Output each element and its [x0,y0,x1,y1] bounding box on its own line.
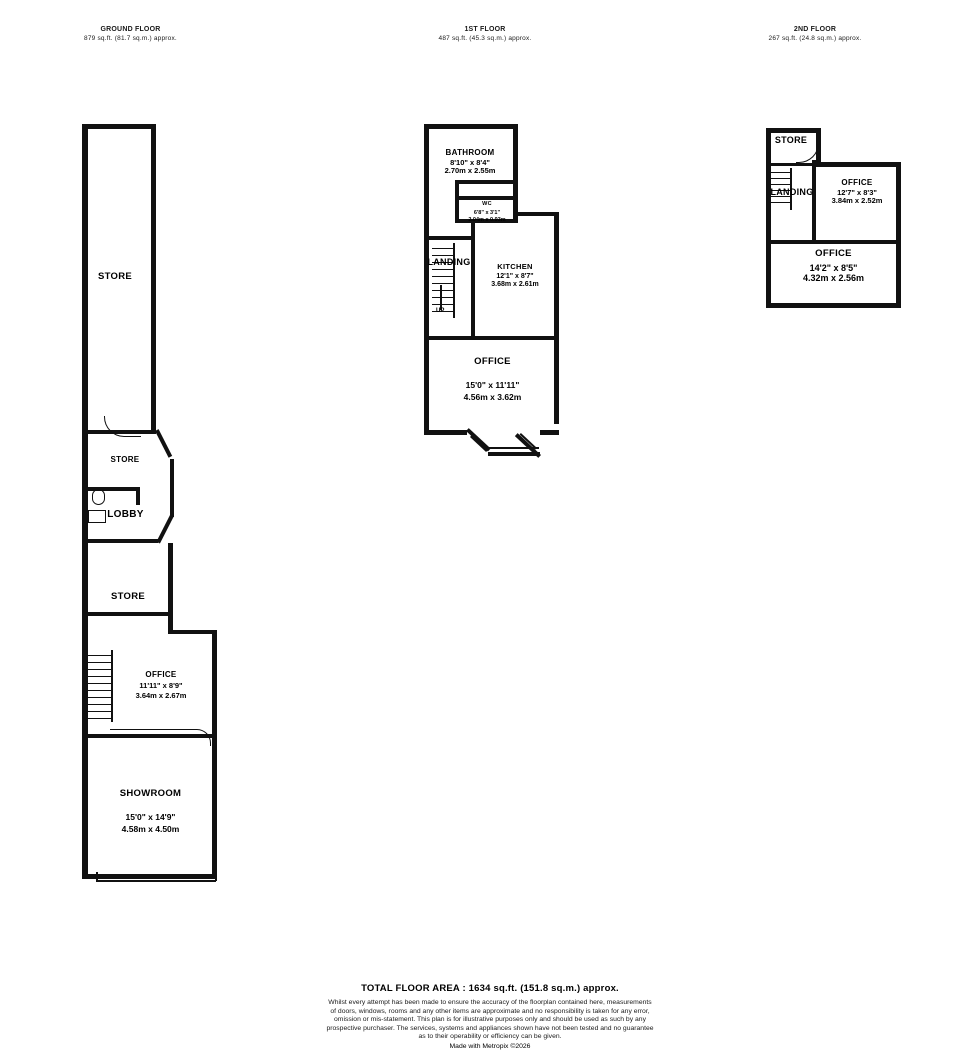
room-label-landing-second: LANDING [770,187,814,197]
disclaimer [0,999,980,1042]
room-label-office-second-b: OFFICE 14'2" x 8'5" 4.32m x 2.56m [802,248,865,283]
total-floor-area: TOTAL FLOOR AREA : 1634 sq.ft. (151.8 sq.m.) approx. [361,983,619,994]
room-label-ground-store-3: STORE [110,591,146,602]
room-label-ground-showroom: SHOWROOM 15'0" x 14'9" 4.58m x 4.50m [119,788,182,834]
wc-icon [92,489,105,505]
ground-bay-tick-2 [215,872,217,881]
ground-wall-store-lower-bottom [88,612,173,616]
first-bay-inner-front [489,447,539,449]
ground-bay-bottom-line [96,880,216,882]
second-wall-store-top [766,128,821,133]
floor-area-second: 267 sq.ft. (24.8 sq.m.) approx. [768,35,862,42]
floor-header-ground [48,25,213,43]
room-label-store-second: STORE [774,135,808,145]
first-wall-landing-top [429,236,475,240]
first-wall-kitchen-bottom [471,336,559,340]
second-wall-office-top [816,162,900,167]
ground-wall-store-lower-right [168,543,173,615]
made-with-credit: Made with Metropix ©2026 [449,1042,531,1050]
second-wall-bottom [766,303,901,308]
stair-up-label-first: UP [436,308,445,314]
floor-title-ground: GROUND FLOOR [100,26,161,33]
room-label-bathroom: BATHROOM 8'10" x 8'4" 2.70m x 2.55m [444,148,496,175]
room-label-ground-store-1: STORE [97,271,133,282]
disclaimer-line-4: prospective purchaser. The services, systems and appliances shown have not been tested and no guarantee [326,1024,654,1032]
ground-wall-office-top [168,630,216,634]
second-wall-left [766,128,771,308]
first-wall-bathroom-top [424,124,518,129]
room-label-landing-first: LANDING [427,257,471,267]
ground-wall-showroom-right [212,738,217,878]
floor-title-first: 1ST FLOOR [464,26,506,33]
disclaimer-line-3: omission or mis-statement. This plan is for illustrative purposes only and should be used as such by any [334,1016,646,1024]
disclaimer-line-5: as to their operability or efficiency can be given. [418,1033,562,1041]
ground-wall-left [82,124,88,879]
second-wall-store-bottom [771,163,816,166]
floor-area-ground: 879 sq.ft. (81.7 sq.m.) approx. [84,35,177,42]
disclaimer-line-2: of doors, windows, rooms and any other items are approximate and no responsibility is taken for any error, [330,1007,650,1015]
floor-header-second [715,25,915,43]
floor-area-first: 487 sq.ft. (45.3 sq.m.) approx. [438,35,532,42]
floor-title-second: 2ND FLOOR [793,26,837,33]
ground-wall-lobby-left-seg [136,487,140,505]
first-wall-landing-bottom [429,336,475,340]
room-label-office-second-a: OFFICE 12'7" x 8'3" 3.84m x 2.52m [831,178,883,205]
ground-wall-showroom-bottom [82,874,217,879]
first-wall-office-bottom-right [540,430,559,435]
room-label-office-first: OFFICE 15'0" x 11'11" 4.56m x 3.62m [463,356,522,402]
room-label-wc: WC 6'8" x 3'1" 2.04m x 0.93m [468,201,506,223]
ground-wall-lobby-bottom [88,539,158,543]
second-wall-mid [766,240,901,244]
ground-wall-office-right [212,630,217,738]
disclaimer-line-1: Whilst every attempt has been made to ensure the accuracy of the floorplan contained here, measurements [328,999,652,1006]
first-bay-diag-left [466,428,491,451]
room-label-kitchen: KITCHEN 12'1" x 8'7" 3.68m x 2.61m [491,262,539,288]
first-wall-bathroom-bottom [455,180,518,184]
room-label-ground-lobby: LOBBY [107,509,144,520]
ground-wall-top [82,124,156,129]
room-label-ground-office: OFFICE 11'11" x 8'9" 3.64m x 2.67m [135,670,187,700]
room-label-ground-store-2: STORE [110,455,140,464]
floor-header-first [390,25,580,43]
first-wall-office-bottom-left [424,430,467,435]
footer [0,983,980,1050]
ground-door-office [110,729,211,746]
second-wall-lower-right [896,240,901,308]
